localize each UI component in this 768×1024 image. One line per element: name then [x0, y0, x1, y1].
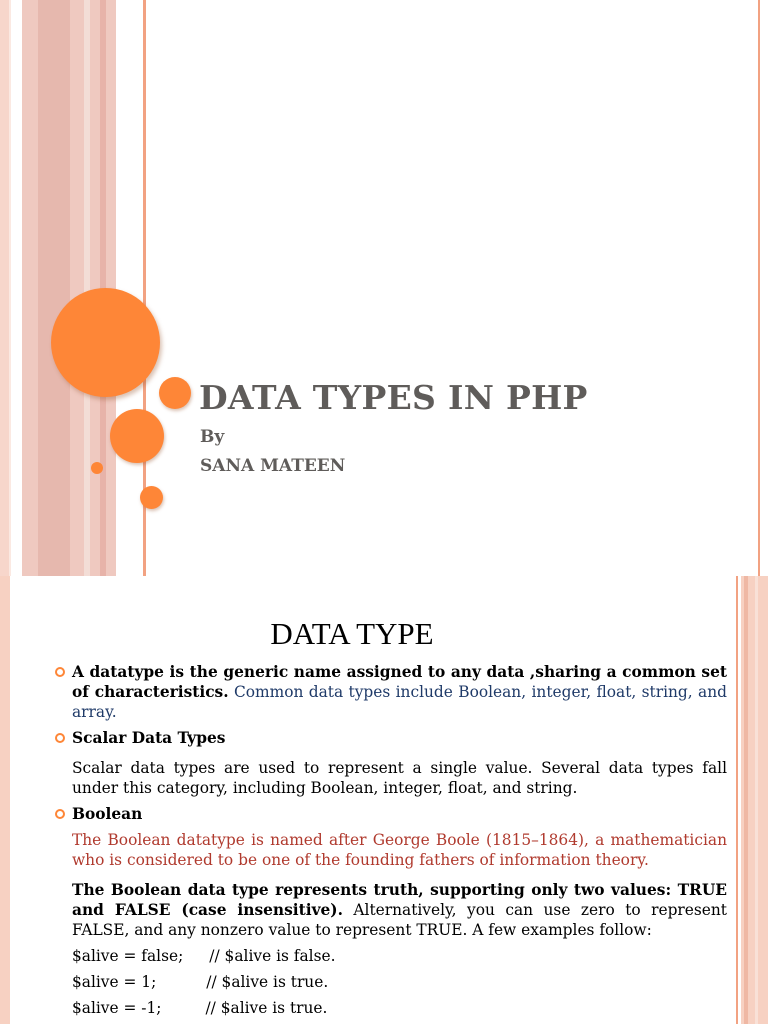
boolean-truth-bold: The Boolean data type represents truth, supporting only two values: TRUE and FALSE (case insensitive).: [72, 881, 727, 919]
boolean-history: The Boolean datatype is named after George Boole (1815–1864), a mathematician who is considered to be one of the founding fathers of information theory.: [72, 831, 727, 869]
decorative-stripe: [755, 576, 758, 1024]
code-example-line: [72, 946, 727, 966]
decorative-stripe: [736, 576, 738, 1024]
author-name: SANA MATEEN: [200, 456, 346, 476]
code-example-line: [72, 998, 727, 1018]
decorative-stripe: [38, 0, 70, 576]
code-example-line: [72, 972, 727, 992]
bullet-datatype-definition: [72, 662, 727, 722]
code-comment: // $alive is true.: [205, 999, 328, 1017]
content-slide: [0, 576, 768, 1024]
code-comment: // $alive is false.: [209, 947, 336, 965]
decorative-circle-medium: [110, 409, 164, 463]
subtitle-by: By: [200, 427, 225, 447]
decorative-circle-tiny: [91, 462, 103, 474]
slide-title: DATA TYPES IN PHP: [199, 378, 588, 417]
decorative-stripe: [84, 0, 90, 576]
definition-bold: A datatype is the generic name assigned to any data ,sharing a common set of characteristics.: [72, 663, 727, 701]
scalar-description: Scalar data types are used to represent a single value. Several data types fall under this category, including Boolean, integer, float, and string.: [72, 759, 727, 797]
code-statement: $alive = false;: [72, 947, 184, 965]
boolean-truth-rest: Alternatively, you can use zero to represent FALSE, and any nonzero value to represent TRUE. A few examples follow:: [72, 901, 727, 939]
decorative-circle-large: [51, 288, 160, 397]
boolean-description: [72, 880, 727, 940]
decorative-circle-small: [140, 486, 163, 509]
code-statement: $alive = 1;: [72, 973, 157, 991]
bullet-scalar-heading: Scalar Data Types: [72, 728, 727, 748]
decorative-circle-small: [159, 377, 191, 409]
decorative-stripe: [758, 0, 760, 576]
bullet-boolean-heading: Boolean: [72, 804, 727, 824]
slide-body: [72, 662, 727, 1024]
decorative-stripe: [9, 0, 11, 576]
decorative-stripe: [744, 576, 748, 1024]
definition-examples: Common data types include Boolean, integer, float, string, and array.: [72, 683, 727, 721]
code-comment: // $alive is true.: [206, 973, 329, 991]
code-statement: $alive = -1;: [72, 999, 162, 1017]
decorative-stripe: [0, 0, 9, 576]
slide-title: DATA TYPE: [270, 616, 434, 651]
